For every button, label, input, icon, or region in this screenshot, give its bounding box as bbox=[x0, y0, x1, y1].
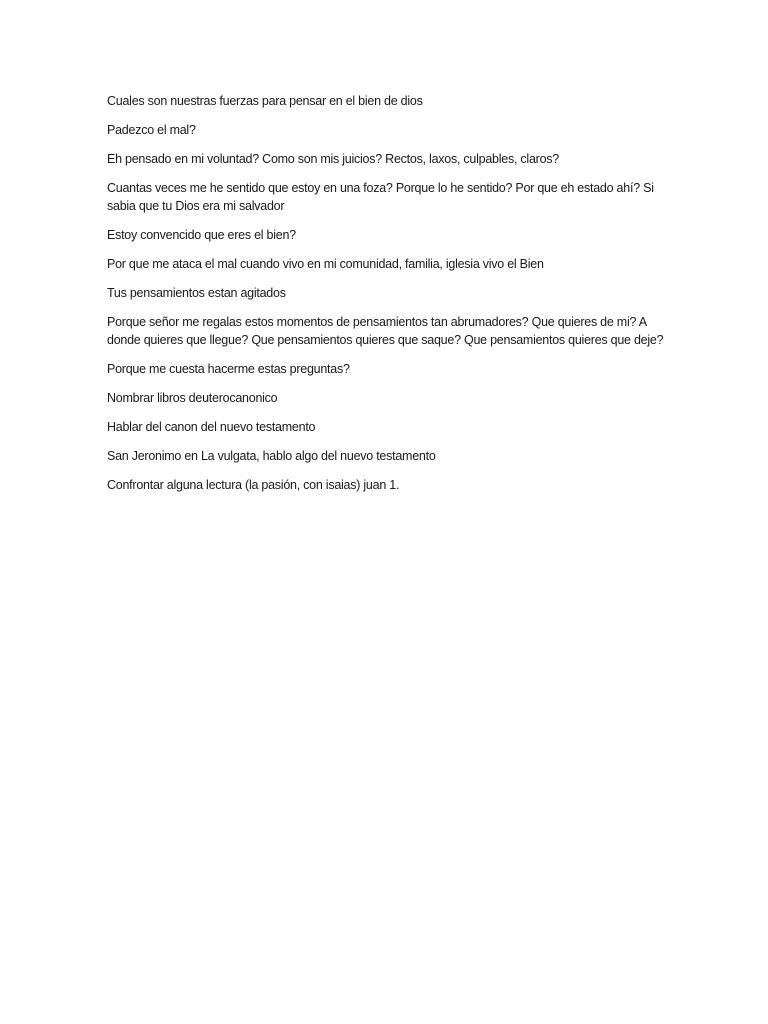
paragraph-11: Hablar del canon del nuevo testamento bbox=[107, 420, 316, 434]
paragraph-9: Porque me cuesta hacerme estas preguntas? bbox=[107, 362, 350, 376]
paragraph-1: Cuales son nuestras fuerzas para pensar en el bien de dios bbox=[107, 94, 423, 108]
document-body bbox=[107, 92, 672, 505]
paragraph-3: Eh pensado en mi voluntad? Como son mis juicios? Rectos, laxos, culpables, claros? bbox=[107, 152, 559, 166]
paragraph-8: Porque señor me regalas estos momentos de pensamientos tan abrumadores? Que quieres de mi? A donde quieres que llegue? Que pensamientos quieres que saque? Que pensamientos quieres que deje? bbox=[107, 315, 664, 347]
paragraph-10: Nombrar libros deuterocanonico bbox=[107, 391, 278, 405]
paragraph-12: San Jeronimo en La vulgata, hablo algo del nuevo testamento bbox=[107, 449, 436, 463]
paragraph-4: Cuantas veces me he sentido que estoy en una foza? Porque lo he sentido? Por que eh estado ahí? Si sabia que tu Dios era mi salvador bbox=[107, 181, 654, 213]
paragraph-5: Estoy convencido que eres el bien? bbox=[107, 228, 296, 242]
paragraph-2: Padezco el mal? bbox=[107, 123, 196, 137]
paragraph-13: Confrontar alguna lectura (la pasión, con isaias) juan 1. bbox=[107, 478, 400, 492]
paragraph-7: Tus pensamientos estan agitados bbox=[107, 286, 286, 300]
paragraph-6: Por que me ataca el mal cuando vivo en mi comunidad, familia, iglesia vivo el Bien bbox=[107, 257, 544, 271]
